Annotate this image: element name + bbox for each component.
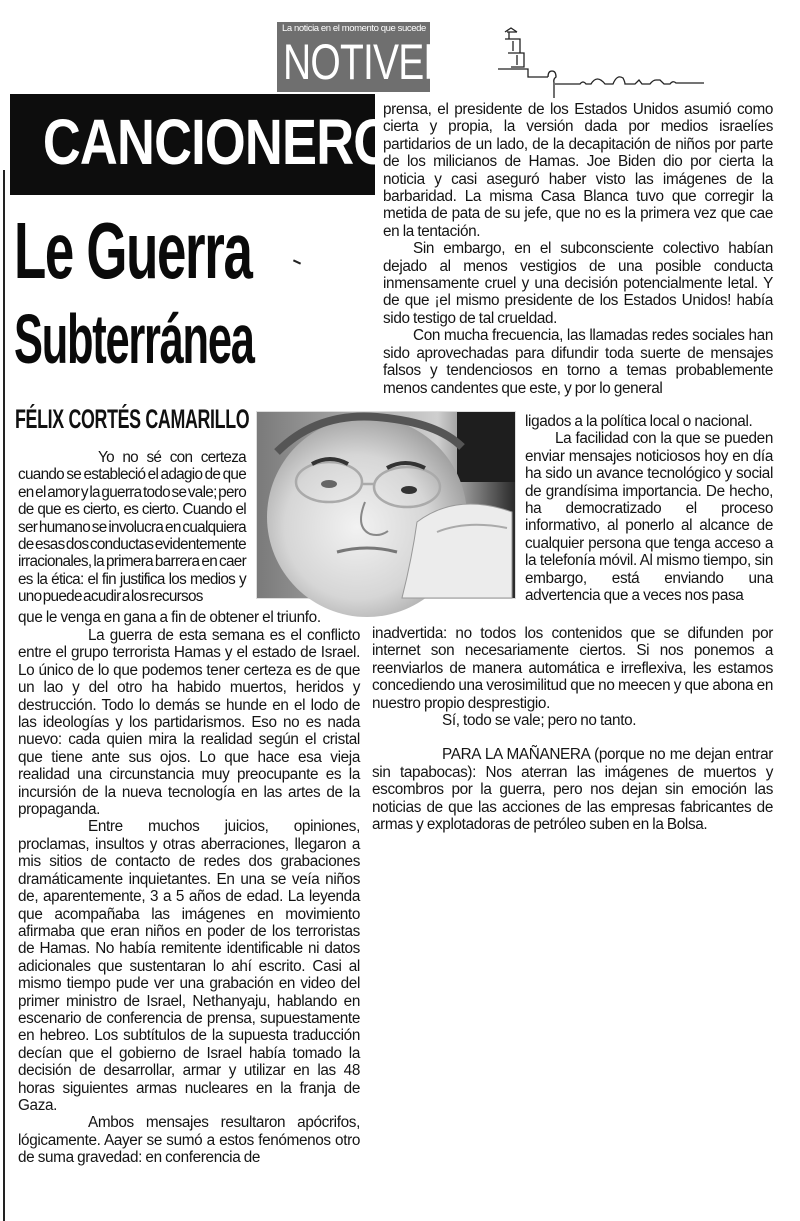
- headline-line-1: Le Guerra: [14, 206, 252, 295]
- author-portrait-photo: [256, 411, 516, 599]
- article-paragraph-tail: que le venga en gana a fin de obtener el triunfo.: [18, 609, 321, 626]
- article-paragraph: prensa, el presidente de los Estados Unidos asumió como cierta y propia, la versión dada por medios israelíes partidarios de un lado, de la decapitación de niños por parte de los milicianos de Hamas. Joe Biden dio por cierta la noticia y casi aseguró haber visto las imágenes de la barbaridad. La misma Casa Blanca tuvo que corregir la metida de pata de su jefe, que no es la primera vez que cae en la tentación.: [383, 101, 773, 240]
- masthead-brand: NOTIVER: [283, 34, 451, 90]
- article-closing-line: Sí, todo se vale; pero no tanto.: [442, 712, 637, 730]
- left-column-rule: [3, 170, 5, 1221]
- article-column-right-photoside: [525, 413, 773, 623]
- article-column-left-intro: [18, 449, 246, 609]
- article-paragraph: inadvertida: no todos los contenidos que se difunden por internet son necesariamente ciertos. Si nos ponemos a reenviarlos de manera automática e irreflexiva, les estamos concediendo una verosimilitud que no meecen y que abona en nuestro propio desprestigio.: [372, 625, 773, 712]
- skyline-drawing-icon: [495, 22, 765, 90]
- article-paragraph: ligados a la política local o nacional.: [525, 413, 753, 430]
- article-column-right-bottom: [372, 625, 773, 925]
- article-column-right-top: [383, 101, 773, 411]
- newspaper-masthead: [277, 22, 451, 92]
- article-paragraph: Ambos mensajes resultaron apócrifos, lógicamente. Aayer se sumó a estos fenómenos otro de suma gravedad: en conferencia de: [18, 1114, 360, 1167]
- author-portrait-icon: [257, 412, 515, 598]
- article-postscript: PARA LA MAÑANERA (porque no me dejan entrar sin tapabocas): Nos aterran las imágenes de muertos y escombros por la guerra, pero nos dejan sin emoción las noticias de que las acciones de las empresas fabricantes de armas y explotadoras de petróleo suben en la Bolsa.: [372, 746, 773, 834]
- article-headline: [14, 207, 314, 397]
- author-byline: FÉLIX CORTÉS CAMARILLO: [15, 404, 250, 434]
- article-paragraph: La facilidad con la que se pueden enviar mensajes noticiosos hoy en día ha sido un avance tecnológico y social de grandísima importancia. De hecho, ha democratizado el proceso informativo, al ponerlo al alcance de cualquier persona que tenga acceso a la telefonía móvil. Al mismo tiempo, sin embargo, está enviando una advertencia que a veces nos pasa: [525, 430, 773, 605]
- headline-line-2: Subterránea: [14, 300, 254, 378]
- article-paragraph: Entre muchos juicios, opiniones, proclamas, insultos y otras aberraciones, llegaron a mis sitios de contacto de redes dos grabaciones dramáticamente inquietantes. En una se veía niños de, aparentemente, 3 a 5 años de edad. La leyenda que acompañaba las imágenes en movimiento afirmaba que eran niños en poder de los terroristas de Hamas. No había remitente identificable ni datos adicionales que sustentaran lo ahí escrito. Casi al mismo tiempo pude ver una grabación en video del primer ministro de Israel, Nethanyaju, hablando en escenario de conferencia de prensa, supuestamente en hebreo. Los subtítulos de la supuesta traducción decían que el gobierno de Israel había tomado la decisión de desarrollar, armar y utilizar en las 48 horas siguientes armas nucleares en la franja de Gaza.: [18, 818, 360, 1114]
- section-banner: [10, 94, 394, 195]
- section-label: CANCIONERO: [42, 106, 394, 178]
- article-paragraph: Yo no sé con certeza cuando se estableció el adagio de que en el amor y la guerra todo se vale; pero de que es cierto, es cierto. Cuando el ser humano se involucra en cualquiera de esas dos conductas evidentemente irracionales, la primera barrera en caer es la ética: el fin justifica los medios y uno puede acudir a los recursos: [18, 449, 246, 606]
- article-paragraph: La guerra de esta semana es el conflicto entre el grupo terrorista Hamas y el estado de Israel. Lo único de lo que podemos tener certeza es de que un lao y del otro ha habido muertos, heridos y destrucción. Todo lo demás se hunde en el lodo de las ideologías y los partidarismos. Eso no es nada nuevo: cada quien mira la realidad según el cristal que tiene ante sus ojos. Lo que hace esa vieja realidad una circunstancia muy preocupante es la incursión de la nueva tecnología en las artes de la propaganda.: [18, 627, 360, 819]
- article-column-left: [18, 627, 360, 1217]
- article-column-left-intro-tail: [18, 609, 358, 626]
- article-paragraph: Con mucha frecuencia, las llamadas redes sociales han sido aprovechadas para difundir toda suerte de mensajes falsos y tendenciosos en torno a temas probablemente menos candentes que este, y por lo general: [383, 327, 773, 397]
- article-paragraph: Sin embargo, en el subconsciente colectivo habían dejado al menos vestigios de una posible conducta inmensamente cruel y una decisión potencialmente letal. Y de que ¡el mismo presidente de los Estados Unidos! había sido testigo de tal crueldad.: [383, 240, 773, 327]
- masthead-tagline: La noticia en el momento que sucede: [282, 23, 426, 34]
